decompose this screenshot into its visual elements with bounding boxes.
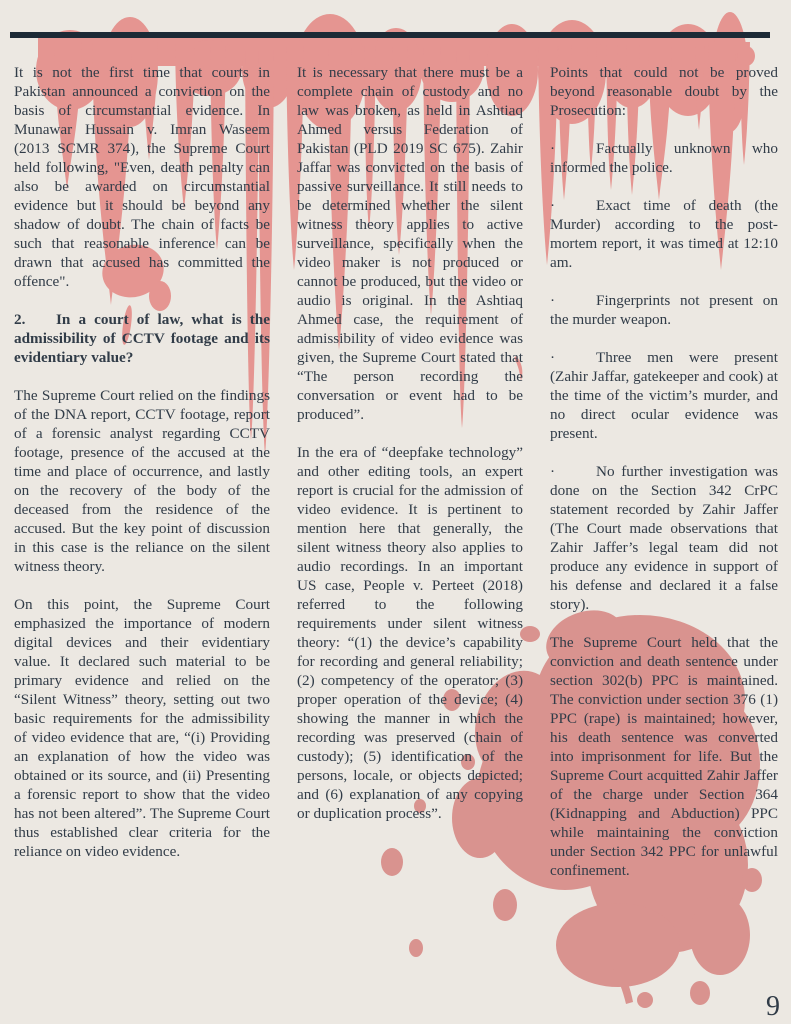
column-1 — [14, 63, 270, 899]
bullet-item: · Factually unknown who informed the police. — [550, 140, 778, 176]
column-3 — [550, 63, 778, 899]
heading-number: 2. — [14, 311, 26, 328]
column-2 — [297, 63, 523, 899]
body-paragraph: The Supreme Court relied on the findings of the DNA report, CCTV footage, report of a forensic analyst regarding CCTV footage, presence of the accused at the time and place of occurrence, and lastly on the recovery of the body of the deceased from the residence of the accused. But the key point of discussion in this case is the reliance on the silent witness theory. — [14, 387, 270, 575]
body-paragraph: In the era of “deepfake technology” and other editing tools, an expert report is crucial for the admission of video evidence. It is pertinent to mention here that generally, the silent witness theory also applies to audio recordings. In an important US case, People v. Perteet (2018) referred to the following requirements under silent witness theory: “(1) the device’s capability for recording and general reliability; (2) competency of the operator; (3) proper operation of the device; (4) showing the manner in which the recording was preserved (chain of custody); (5) identification of the persons, locale, or objects depicted; and (6) explanation of any copying or duplication process”. — [297, 444, 523, 822]
bullet-item: · Exact time of death (the Murder) according to the post-mortem report, it was timed at 12:10 am. — [550, 197, 778, 271]
body-paragraph: Points that could not be proved beyond reasonable doubt by the Prosecution: — [550, 64, 778, 119]
bullet-dot: · — [550, 463, 556, 480]
bullet-item: · Three men were present (Zahir Jaffar, gatekeeper and cook) at the time of the victim’s murder, and no direct ocular evidence was present. — [550, 349, 778, 442]
bullet-item: · No further investigation was done on the Section 342 CrPC statement recorded by Zahir Jaffer (The Court made observations that Zahir Jaffer’s legal team did not produce any evidence in support of his defense and declared it a false story). — [550, 463, 778, 613]
bullet-dot: · — [550, 349, 556, 366]
page-number: 9 — [766, 991, 780, 1022]
body-paragraph: On this point, the Supreme Court emphasized the importance of modern digital devices and their evidentiary value. It declared such material to be primary evidence and relied on the “Silent Witness” theory, setting out two basic requirements for the admissibility of video evidence that are, “(i) Providing an explanation of how the video was obtained or its source, and (ii) Presenting a forensic report to show that the video has not been altered”. The Supreme Court thus established clear criteria for the reliance on video evidence. — [14, 596, 270, 860]
body-paragraph: It is necessary that there must be a complete chain of custody and no law was broken, as held in Ashtiaq Ahmed versus Federation of Pakistan (PLD 2019 SC 675). Zahir Jaffar was convicted on the basis of passive surveillance. It still needs to be determined whether the silent witness theory applies to active surveillance, specifically when the video maker is not produced or cannot be produced, but the video or audio is original. In the Ashtiaq Ahmed case, the requirement of admissibility of video evidence was given, the Supreme Court stated that “The person recording the conversation or event had to be produced”. — [297, 64, 523, 423]
body-paragraph: The Supreme Court held that the conviction and death sentence under section 302(b) PPC is maintained. The conviction under section 376 (1) PPC (rape) is maintained; however, his death sentence was converted into imprisonment for life. But the Supreme Court acquitted Zahir Jaffer of the charge under Section 364 (Kidnapping and Abduction) PPC while maintaining the conviction under Section 342 PPC for unlawful confinement. — [550, 634, 778, 879]
article-columns — [14, 63, 778, 899]
bullet-dot: · — [550, 197, 556, 214]
bullet-dot: · — [550, 140, 556, 157]
bullet-item: · Fingerprints not present on the murder weapon. — [550, 292, 778, 328]
body-paragraph: It is not the first time that courts in Pakistan announced a conviction on the basis of circumstantial evidence. In Munawar Hussain v. Imran Waseem (2013 SCMR 374), the Supreme Court held following, "Even, death penalty can also be awarded on circumstantial evidence but it should be beyond any shadow of doubt. The chain of facts be such that reasonable inference can be drawn that accused has committed the offence". — [14, 64, 270, 290]
bullet-dot: · — [550, 292, 556, 309]
top-rule — [10, 32, 770, 38]
question-heading: 2. In a court of law, what is the admissibility of CCTV footage and its evidentiary value? — [14, 311, 270, 366]
